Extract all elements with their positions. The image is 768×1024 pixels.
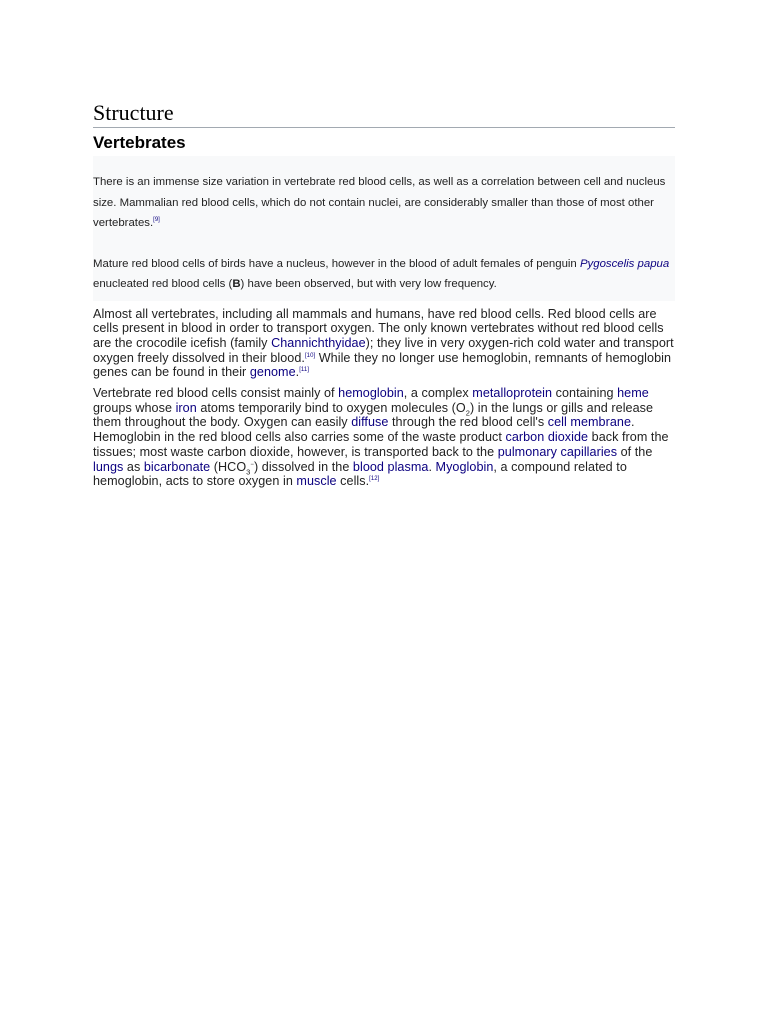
body-text: of the	[617, 444, 653, 459]
citation-link[interactable]: [9]	[153, 217, 160, 224]
section-heading: Structure	[93, 100, 675, 128]
link-cell-membrane[interactable]: cell membrane	[547, 415, 632, 430]
link-genome[interactable]: genome	[249, 365, 296, 380]
link-lungs[interactable]: lungs	[93, 459, 124, 474]
body-text: ) dissolved in the	[253, 459, 353, 474]
body-text: back from the tissues; most waste carbon dioxide, however, is transported back to the	[93, 430, 669, 459]
link-bicarbonate[interactable]: bicarbonate	[143, 459, 211, 474]
caption-text: enucleated red blood cells (	[93, 278, 233, 290]
body-text: , a compound related to hemoglobin, acts to store oxygen in	[93, 459, 627, 489]
body-paragraph-2	[93, 386, 675, 489]
figure-caption	[93, 156, 675, 301]
link-carbon-dioxide[interactable]: carbon dioxide	[505, 430, 589, 445]
body-text: Vertebrate red blood cells consist mainly of	[93, 386, 339, 401]
body-text: Almost all vertebrates, including all mammals and humans, have red blood cells. Red blood cells are cells present in blood in order to transport oxygen. The only known vertebrates without red blood cells are the crocodile icefish (family	[93, 306, 664, 350]
article-content	[93, 100, 675, 489]
body-text: containing	[552, 386, 618, 401]
subscript: 3	[246, 467, 251, 477]
caption-text: Mature red blood cells of birds have a nucleus, however in the blood of adult females of penguin	[93, 257, 580, 270]
link-diffuse[interactable]: diffuse	[351, 415, 389, 430]
body-paragraph-1	[93, 307, 675, 381]
link-heme[interactable]: heme	[617, 386, 649, 401]
citation-link[interactable]: [10]	[304, 352, 316, 359]
body-text: .	[295, 365, 300, 380]
link-metalloprotein[interactable]: metalloprotein	[472, 386, 553, 401]
body-text: (HCO	[210, 459, 247, 474]
link-muscle[interactable]: muscle	[296, 474, 337, 489]
subscript: 2	[465, 408, 470, 418]
body-text: atoms temporarily bind to oxygen molecules (O	[196, 400, 466, 415]
body-text: ) in the lungs or gills and release them throughout the body. Oxygen can easily	[93, 400, 654, 430]
body-text: . Hemoglobin in the red blood cells also carries some of the waste product	[93, 415, 635, 445]
body-text: ); they live in very oxygen-rich cold water and transport oxygen freely dissolved in their blood.	[93, 335, 674, 365]
body-text: as	[123, 459, 144, 474]
body-text: .	[428, 459, 436, 474]
caption-text: There is an immense size variation in vertebrate red blood cells, as well as a correlation between cell and nucleus size. Mammalian red blood cells, which do not contain nuclei, are considerably smaller than those of most other vertebrates.	[93, 176, 666, 229]
body-text: groups whose	[93, 400, 176, 415]
figure-label: B	[232, 278, 241, 290]
body-text: While they no longer use hemoglobin, remnants of hemoglobin genes can be found in their	[93, 350, 672, 380]
caption-text: ) have been observed, but with very low frequency.	[240, 278, 497, 290]
link-iron[interactable]: iron	[175, 400, 197, 415]
species-link[interactable]: Pygoscelis papua	[579, 257, 670, 270]
citation-link[interactable]: [11]	[299, 367, 309, 374]
citation-link[interactable]: [12]	[369, 476, 380, 483]
link-hemoglobin[interactable]: hemoglobin	[338, 386, 404, 401]
body-text: cells.	[336, 474, 370, 489]
link-pulmonary-capillaries[interactable]: pulmonary capillaries	[497, 444, 618, 459]
body-text: , a complex	[403, 386, 473, 401]
link-blood-plasma[interactable]: blood plasma	[352, 459, 429, 474]
subsection-heading: Vertebrates	[93, 133, 186, 152]
superscript: −	[250, 461, 254, 468]
link-channichthyidae[interactable]: Channichthyidae	[271, 335, 366, 350]
link-myoglobin[interactable]: Myoglobin	[435, 459, 494, 474]
caption-paragraph-2	[93, 254, 675, 295]
caption-paragraph-1	[93, 172, 675, 234]
body-text: through the red blood cell's	[388, 415, 548, 430]
